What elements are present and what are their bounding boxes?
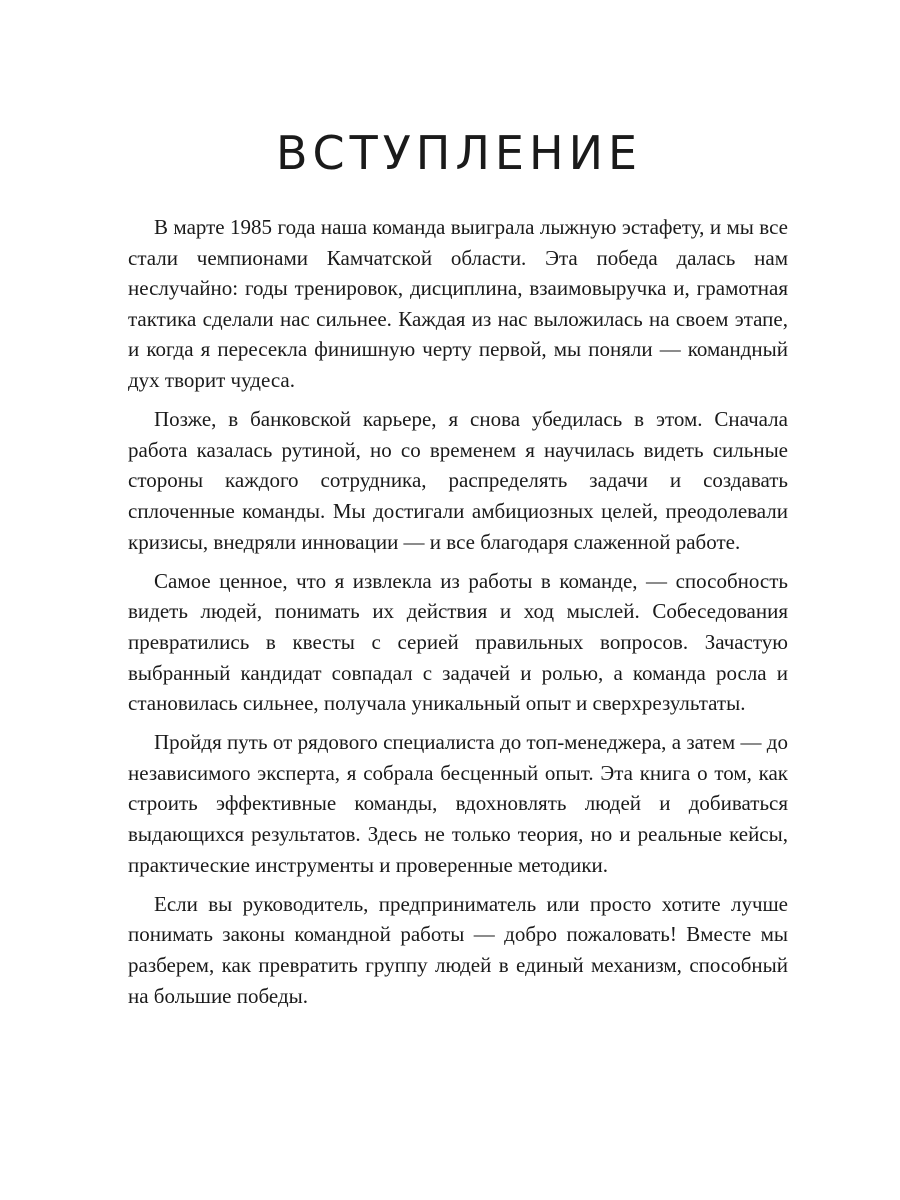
paragraph-5: Если вы руководитель, предприниматель или просто хотите лучше понимать законы командной работы — добро пожаловать! Вместе мы разберем, как превратить группу людей в единый механизм, способный на большие победы. [128, 891, 788, 1008]
paragraph-4: Пройдя путь от рядового специалиста до топ-менеджера, а затем — до независимого эксперта, я собрала бесценный опыт. Эта книга о том, как строить эффективные команды, вдохновлять людей и добиваться выдающихся результатов. Здесь не только теория, но и реальные кейсы, практические инструменты и проверенные методики. [128, 730, 788, 877]
chapter-title: ВСТУПЛЕНИЕ [275, 126, 643, 180]
paragraph-1: В марте 1985 года наша команда выиграла лыжную эстафету, и мы все стали чемпионами Камчатской области. Эта победа далась нам неслучайно: годы тренировок, дисциплина, взаимовыручка и, грамотная тактика сделали нас сильнее. Каждая из нас выложилась на своем этапе, и когда я пересекла финишную черту первой, мы поняли — командный дух творит чудеса. [128, 215, 788, 392]
paragraph-3: Самое ценное, что я извлекла из работы в команде, — способность видеть людей, понимать их действия и ход мыслей. Собеседования превратились в квесты с серией правильных вопросов. Зачастую выбранный кандидат совпадал с задачей и ролью, а команда росла и становилась сильнее, получала уникальный опыт и сверхрезультаты. [128, 568, 788, 716]
paragraph-2: Позже, в банковской карьере, я снова убедилась в этом. Сначала работа казалась рутиной, но со временем я научилась видеть сильные стороны каждого сотрудника, распределять задачи и создавать сплоченные команды. Мы достигали амбициозных целей, преодолевали кризисы, внедряли инновации — и все благодаря слаженной работе. [128, 407, 788, 554]
body-text [128, 212, 788, 1020]
